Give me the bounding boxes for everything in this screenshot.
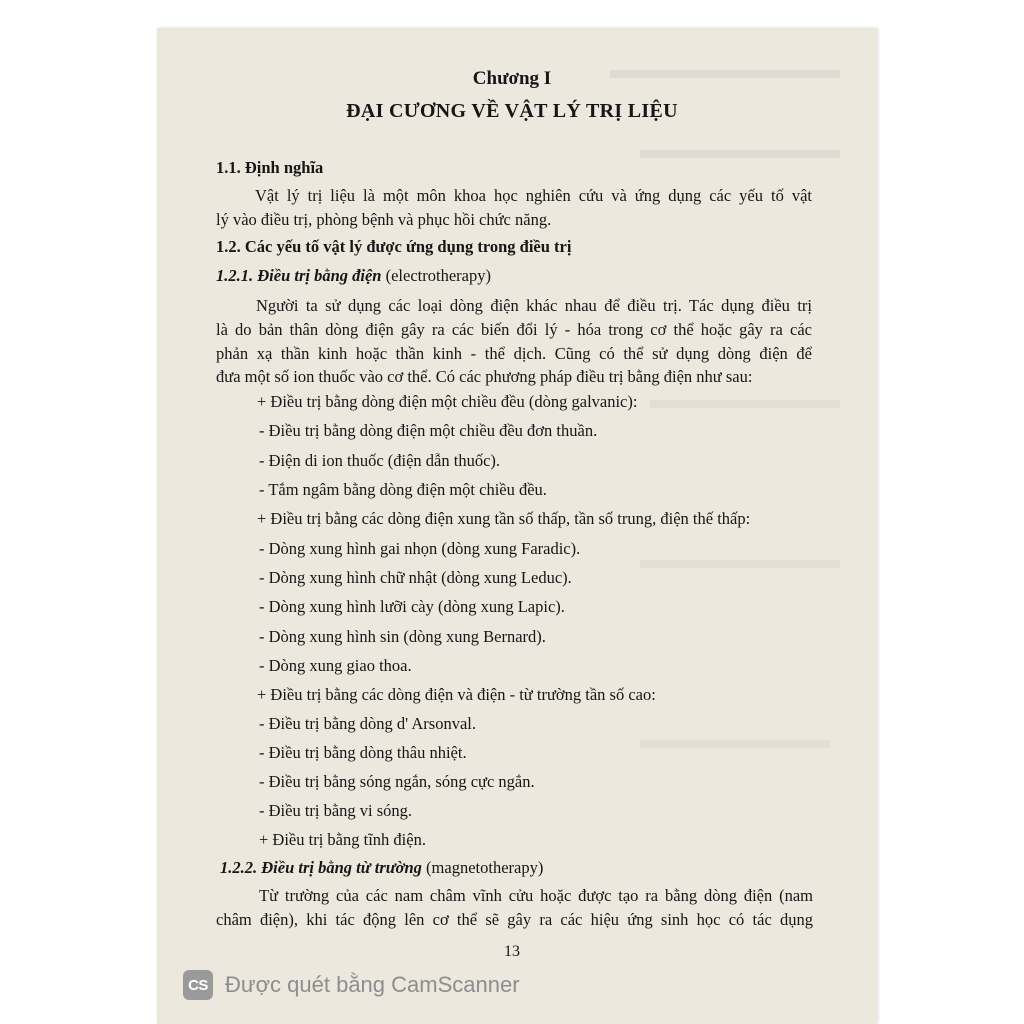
list-item: - Dòng xung hình chữ nhật (dòng xung Leduc). [259, 568, 572, 587]
list-item: - Dòng xung giao thoa. [259, 656, 412, 675]
bleed-through-3 [650, 400, 840, 408]
page-number: 13 [504, 943, 520, 960]
subsection-1-2-1-heading [216, 266, 491, 286]
list-item: - Tắm ngâm bằng dòng điện một chiều đều. [259, 480, 547, 499]
bleed-through-2 [640, 150, 840, 158]
bleed-through-5 [640, 740, 830, 748]
list-item: - Điều trị bằng vi sóng. [259, 801, 413, 820]
p3-line2: châm điện), khi tác động lên cơ thể sẽ gây ra các hiệu ứng sinh học có tác dụng [216, 910, 813, 929]
p2-line2: là do bản thân dòng điện gây ra các biến đổi lý - hóa trong cơ thể hoặc gây ra các [216, 320, 812, 339]
list-item: - Điều trị bằng dòng điện một chiều đều đơn thuần. [259, 421, 598, 440]
subsection-1-2-1-paren: (electrotherapy) [385, 266, 491, 285]
list-item: + Điều trị bằng các dòng điện xung tần số thấp, tần số trung, điện thế thấp: [257, 509, 751, 528]
p2-line3: phản xạ thần kinh hoặc thần kinh - thể dịch. Cũng có thể sử dụng dòng điện để [216, 344, 812, 363]
p2-line1: Người ta sử dụng các loại dòng điện khác nhau để điều trị. Tác dụng điều trị [256, 296, 812, 315]
subsection-1-2-2-title: 1.2.2. Điều trị bằng từ trường [220, 858, 422, 877]
p3-line1: Từ trường của các nam châm vĩnh cửu hoặc được tạo ra bằng dòng điện (nam [259, 886, 813, 905]
chapter-label: Chương I [472, 68, 552, 89]
subsection-1-2-2-heading [220, 858, 543, 878]
p1-line2: lý vào điều trị, phòng bệnh và phục hồi chức năng. [216, 210, 552, 229]
list-item: - Dòng xung hình sin (dòng xung Bernard). [259, 627, 546, 646]
list-item: + Điều trị bằng dòng điện một chiều đều (dòng galvanic): [257, 392, 638, 411]
list-item: - Dòng xung hình lưỡi cày (dòng xung Lapic). [259, 597, 565, 616]
list-item: - Dòng xung hình gai nhọn (dòng xung Faradic). [259, 539, 581, 558]
subsection-1-2-2-paren: (magnetotherapy) [426, 858, 544, 877]
p1-line1: Vật lý trị liệu là một môn khoa học nghiên cứu và ứng dụng các yếu tố vật [255, 186, 812, 205]
camscanner-logo-icon: CS [183, 970, 213, 1000]
watermark-text: Được quét bằng CamScanner [225, 972, 520, 997]
chapter-title: ĐẠI CƯƠNG VỀ VẬT LÝ TRỊ LIỆU [346, 100, 678, 122]
bleed-through-4 [640, 560, 840, 568]
list-item: - Điều trị bằng dòng d' Arsonval. [259, 714, 476, 733]
list-item: + Điều trị bằng tĩnh điện. [259, 830, 426, 849]
camscanner-watermark [183, 968, 520, 1002]
section-1-2-heading: 1.2. Các yếu tố vật lý được ứng dụng trong điều trị [216, 237, 572, 256]
section-1-1-heading: 1.1. Định nghĩa [216, 158, 324, 177]
list-item: + Điều trị bằng các dòng điện và điện - từ trường tần số cao: [257, 685, 656, 704]
p2-line4: đưa một số ion thuốc vào cơ thể. Có các phương pháp điều trị bằng điện như sau: [216, 367, 753, 386]
list-item: - Điều trị bằng dòng thâu nhiệt. [259, 743, 467, 762]
list-item: - Điện di ion thuốc (điện dẫn thuốc). [259, 451, 501, 470]
list-item: - Điều trị bằng sóng ngắn, sóng cực ngắn. [259, 772, 535, 791]
subsection-1-2-1-title: 1.2.1. Điều trị bằng điện [216, 266, 382, 285]
